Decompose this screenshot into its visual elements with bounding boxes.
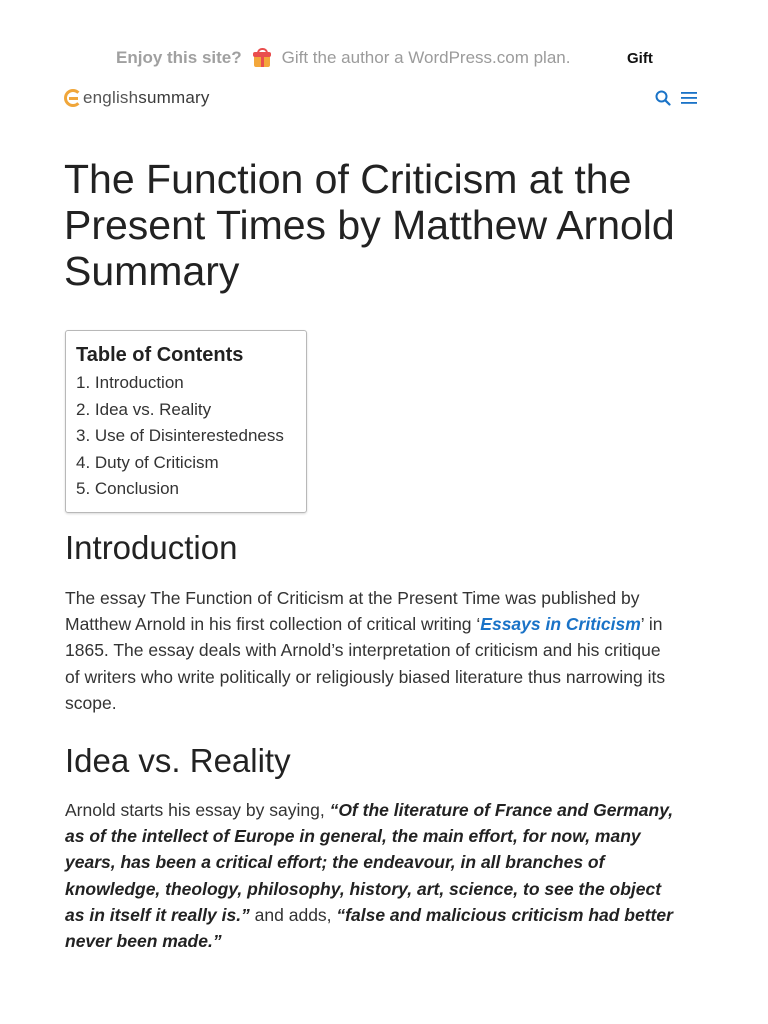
gift-icon: [252, 48, 272, 68]
logo-text-summary: summary: [138, 88, 210, 107]
header-icons: [655, 90, 697, 106]
idea-vs-reality-paragraph: [65, 797, 677, 954]
introduction-heading: Introduction: [65, 529, 238, 566]
toc-item-duty-of-criticism[interactable]: 4. Duty of Criticism: [76, 452, 219, 472]
site-header: [0, 84, 768, 114]
search-icon[interactable]: [655, 90, 671, 106]
table-of-contents: [65, 330, 307, 513]
banner-enjoy-text: Enjoy this site?: [116, 48, 242, 67]
logo-text-english: english: [83, 88, 139, 107]
idea-text-start: Arnold starts his essay by saying,: [65, 800, 330, 820]
intro-text-end: ’ in 1865. The essay deals with Arnold’s interpretation of criticism and his critique of writers who write politically or religiously biased literature thus narrowing its scope.: [65, 614, 666, 713]
intro-text-start: The essay The Function of Criticism at the Present Time was published by Matthew Arnold in his first collection of critical writing ‘: [65, 588, 640, 635]
toc-item-conclusion[interactable]: 5. Conclusion: [76, 479, 180, 498]
toc-title: Table of Contents: [76, 344, 244, 366]
gift-banner: [0, 40, 768, 76]
logo-mark-icon: [64, 89, 82, 107]
page-title: The Function of Criticism at the Present Times by Matthew Arnold Summary: [64, 156, 675, 294]
toc-list: [76, 370, 296, 503]
arnold-quote-1: “Of the literature of France and Germany, as of the intellect of Europe in general, the main effort, for now, many years, has been a critical effort; the endeavour, in all branches of knowledge, theology, philosophy, history, art, science, to see the object as in itself it really is.”: [65, 800, 674, 925]
arnold-quote-2: “false and malicious criticism had better never been made.”: [65, 904, 673, 952]
banner-message: [116, 48, 570, 68]
idea-vs-reality-heading: Idea vs. Reality: [65, 742, 291, 779]
idea-text-mid: and adds,: [249, 904, 337, 925]
menu-icon[interactable]: [681, 91, 697, 105]
site-logo[interactable]: [64, 88, 210, 108]
toc-item-introduction[interactable]: 1. Introduction: [76, 373, 184, 392]
essays-in-criticism-link[interactable]: Essays in Criticism: [480, 614, 641, 635]
introduction-paragraph: [65, 585, 677, 716]
gift-button[interactable]: Gift: [627, 50, 653, 67]
toc-item-idea-vs-reality[interactable]: 2. Idea vs. Reality: [76, 399, 212, 419]
toc-item-disinterestedness[interactable]: 3. Use of Disinterestedness: [76, 426, 284, 445]
banner-message-text: Gift the author a WordPress.com plan.: [281, 48, 571, 67]
